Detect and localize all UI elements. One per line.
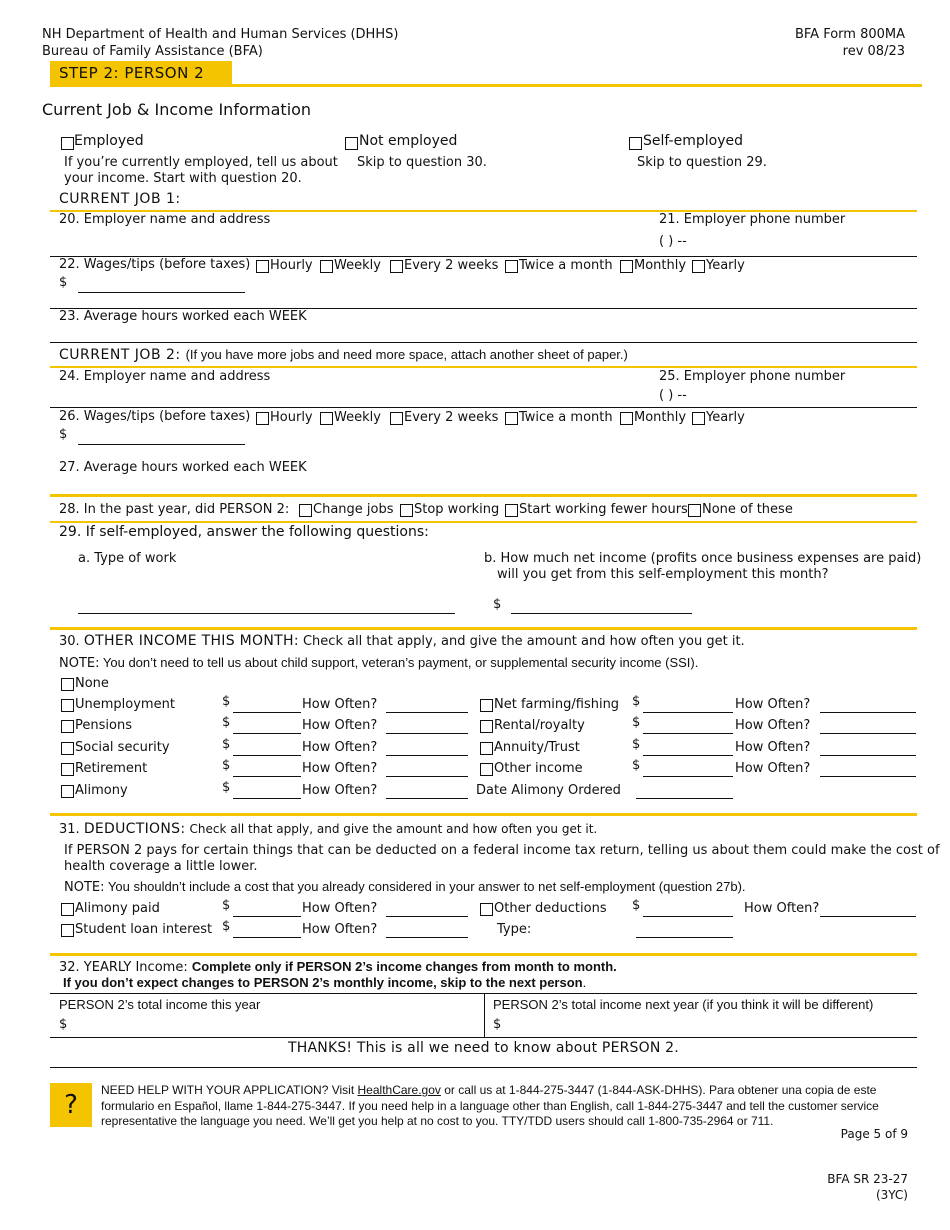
q30-alimony-label: Alimony: [75, 783, 128, 798]
form-revision: rev 08/23: [842, 44, 905, 59]
bureau-name: Bureau of Family Assistance (BFA): [42, 44, 263, 59]
form-number: BFA Form 800MA: [794, 27, 905, 42]
q30-unemployment-frequency[interactable]: [386, 712, 468, 713]
q23-label: 23. Average hours worked each WEEK: [59, 309, 307, 324]
q26-every2weeks-label: Every 2 weeks: [404, 410, 499, 425]
q30-other-income-frequency[interactable]: [820, 776, 916, 777]
q28-stop-working-label: Stop working: [414, 502, 500, 517]
q30-note-text: You don’t need to tell us about child support, veteran’s payment, or supplemental security income (SSI).: [102, 655, 699, 670]
q31-type-input[interactable]: [636, 937, 733, 938]
not-employed-note: Skip to question 30.: [357, 155, 487, 170]
healthcare-gov-link[interactable]: HealthCare.gov: [357, 1083, 441, 1097]
q26-twicemonth-checkbox[interactable]: [505, 412, 518, 425]
q30-social-security-checkbox[interactable]: [61, 742, 74, 755]
job1-heading: CURRENT JOB 1:: [59, 191, 181, 207]
q22-dollar: $: [59, 275, 68, 290]
q32-line-2: [63, 975, 586, 990]
q22-yearly-checkbox[interactable]: [692, 260, 705, 273]
q26-dollar: $: [59, 427, 68, 442]
q30-social-security-amount[interactable]: [233, 755, 301, 756]
dollar-sign: $: [222, 694, 231, 709]
q30-other-income-amount[interactable]: [643, 776, 733, 777]
q30-social-security-label: Social security: [75, 740, 170, 755]
q30-annuity-amount[interactable]: [643, 755, 733, 756]
q22-monthly-checkbox[interactable]: [620, 260, 633, 273]
how-often-label: How Often?: [302, 718, 378, 733]
employed-note-2: your income. Start with question 20.: [64, 171, 302, 186]
q31-other-deductions-amount[interactable]: [643, 916, 733, 917]
q30-heading: [59, 633, 745, 649]
self-employed-label: Self-employed: [643, 133, 743, 149]
q30-rental-frequency[interactable]: [820, 733, 916, 734]
q22-monthly-label: Monthly: [634, 258, 687, 273]
self-employed-checkbox[interactable]: [629, 137, 642, 150]
q31-note-text: You shouldn’t include a cost that you already considered in your answer to net self-employment (question 27b).: [107, 879, 746, 894]
q32-rule: [50, 953, 917, 956]
q31-alimony-paid-frequency[interactable]: [386, 916, 468, 917]
divider: [50, 1067, 917, 1068]
q30-pensions-frequency[interactable]: [386, 733, 468, 734]
q31-paragraph-2: health coverage a little lower.: [64, 859, 258, 874]
q30-annuity-label: Annuity/Trust: [494, 740, 580, 755]
dollar-sign: $: [222, 919, 231, 934]
thanks-message: THANKS! This is all we need to know about PERSON 2.: [288, 1040, 679, 1056]
q31-paragraph: If PERSON 2 pays for certain things that can be deducted on a federal income tax return, telling us about them could make the cost of: [64, 843, 940, 858]
q31-note: [64, 879, 746, 895]
q30-rental-amount[interactable]: [643, 733, 733, 734]
q30-farming-frequency[interactable]: [820, 712, 916, 713]
dollar-sign: $: [632, 715, 641, 730]
header-rule: [50, 84, 922, 87]
q32-line-2-text: If you don’t expect changes to PERSON 2’s monthly income, skip to the next person: [63, 975, 583, 990]
dollar-sign: $: [222, 898, 231, 913]
q30-pensions-label: Pensions: [75, 718, 132, 733]
q30-rental-label: Rental/royalty: [494, 718, 585, 733]
dollar-sign: $: [222, 780, 231, 795]
q21-phone-field[interactable]: ( ) --: [659, 234, 687, 249]
q30-retirement-checkbox[interactable]: [61, 763, 74, 776]
q30-date-alimony-input[interactable]: [636, 798, 733, 799]
q25-label: 25. Employer phone number: [659, 369, 846, 384]
q31-rule: [50, 813, 917, 816]
q25-phone-field[interactable]: ( ) --: [659, 388, 687, 403]
help-icon: ?: [50, 1083, 92, 1127]
q29b-label: b. How much net income (profits once business expenses are paid): [484, 551, 922, 566]
q30-date-alimony-label: Date Alimony Ordered: [476, 783, 621, 798]
employed-label: Employed: [74, 133, 144, 149]
q21-label: 21. Employer phone number: [659, 212, 846, 227]
employed-note: If you’re currently employed, tell us about: [64, 155, 338, 170]
q26-weekly-label: Weekly: [334, 410, 381, 425]
q29b-dollar: $: [493, 597, 502, 612]
q22-yearly-label: Yearly: [706, 258, 745, 273]
footer-form-id: BFA SR 23-27: [827, 1172, 908, 1186]
dollar-sign: $: [632, 694, 641, 709]
q31-instructions: Check all that apply, and give the amount and how often you get it.: [189, 822, 598, 836]
page-number: Page 5 of 9: [840, 1127, 908, 1141]
q30-alimony-amount[interactable]: [233, 798, 301, 799]
step-banner: STEP 2: PERSON 2: [50, 61, 232, 85]
q31-number: 31.: [59, 822, 80, 837]
q26-wage-input[interactable]: [78, 444, 245, 445]
q30-rental-checkbox[interactable]: [480, 720, 493, 733]
q27-label: 27. Average hours worked each WEEK: [59, 460, 307, 475]
q28-stop-working-checkbox[interactable]: [400, 504, 413, 517]
q32-period: .: [582, 975, 587, 990]
not-employed-label: Not employed: [359, 133, 458, 149]
divider: [50, 407, 917, 408]
q26-weekly-checkbox[interactable]: [320, 412, 333, 425]
q28-label: 28. In the past year, did PERSON 2:: [59, 502, 290, 517]
q30-alimony-frequency[interactable]: [386, 798, 468, 799]
q31-student-loan-frequency[interactable]: [386, 937, 468, 938]
q30-annuity-frequency[interactable]: [820, 755, 916, 756]
q30-pensions-checkbox[interactable]: [61, 720, 74, 733]
q30-none-checkbox[interactable]: [61, 678, 74, 691]
how-often-label: How Often?: [302, 901, 378, 916]
q22-weekly-checkbox[interactable]: [320, 260, 333, 273]
q22-every2weeks-label: Every 2 weeks: [404, 258, 499, 273]
dollar-sign: $: [222, 758, 231, 773]
q29a-label: a. Type of work: [78, 551, 177, 566]
q30-farming-label: Net farming/fishing: [494, 697, 620, 712]
q32-table-divider: [484, 993, 485, 1037]
q30-other-income-checkbox[interactable]: [480, 763, 493, 776]
q30-alimony-checkbox[interactable]: [61, 785, 74, 798]
q30-rule: [50, 627, 917, 630]
q30-unemployment-label: Unemployment: [75, 697, 175, 712]
q29b-income-input[interactable]: [511, 613, 692, 614]
q26-label: 26. Wages/tips (before taxes): [59, 409, 251, 424]
help-text-pre: NEED HELP WITH YOUR APPLICATION? Visit: [101, 1083, 358, 1097]
q30-note: [59, 655, 698, 671]
q30-unemployment-amount[interactable]: [233, 712, 301, 713]
how-often-label: How Often?: [302, 740, 378, 755]
q28-change-jobs-checkbox[interactable]: [299, 504, 312, 517]
help-text: [101, 1083, 911, 1130]
q30-note-label: NOTE:: [59, 656, 100, 671]
employed-checkbox[interactable]: [61, 137, 74, 150]
q31-title: DEDUCTIONS:: [83, 821, 186, 837]
q30-unemployment-checkbox[interactable]: [61, 699, 74, 712]
q26-monthly-label: Monthly: [634, 410, 687, 425]
how-often-label: How Often?: [302, 922, 378, 937]
dollar-sign: $: [632, 898, 641, 913]
department-name: NH Department of Health and Human Services (DHHS): [42, 27, 399, 42]
section-title: Current Job & Income Information: [42, 100, 312, 119]
q22-twicemonth-label: Twice a month: [519, 258, 613, 273]
q26-hourly-checkbox[interactable]: [256, 412, 269, 425]
q31-student-loan-label: Student loan interest: [75, 922, 213, 937]
q22-hourly-label: Hourly: [270, 258, 313, 273]
dollar-sign: $: [222, 715, 231, 730]
job2-heading-note: (If you have more jobs and need more space, attach another sheet of paper.): [185, 347, 628, 362]
q31-other-deductions-frequency[interactable]: [820, 916, 916, 917]
q31-alimony-paid-label: Alimony paid: [75, 901, 160, 916]
how-often-label: How Often?: [735, 740, 811, 755]
q28-change-jobs-label: Change jobs: [313, 502, 394, 517]
q32-label: 32. YEARLY Income:: [59, 960, 188, 975]
q28-none-checkbox[interactable]: [688, 504, 701, 517]
not-employed-checkbox[interactable]: [345, 137, 358, 150]
job2-rule: [50, 366, 917, 368]
q29a-type-input[interactable]: [78, 613, 455, 614]
q29-rule: [50, 521, 917, 523]
q30-farming-amount[interactable]: [643, 712, 733, 713]
q30-other-income-label: Other income: [494, 761, 583, 776]
q32-this-year-label: PERSON 2’s total income this year: [59, 997, 261, 1012]
q26-yearly-label: Yearly: [706, 410, 745, 425]
q22-label: 22. Wages/tips (before taxes): [59, 257, 251, 272]
q30-instructions: Check all that apply, and give the amount and how often you get it.: [302, 634, 745, 649]
dollar-sign: $: [632, 737, 641, 752]
how-often-label: How Often?: [302, 783, 378, 798]
q30-retirement-frequency[interactable]: [386, 776, 468, 777]
self-employed-note: Skip to question 29.: [637, 155, 767, 170]
q30-farming-checkbox[interactable]: [480, 699, 493, 712]
q31-other-deductions-label: Other deductions: [494, 901, 607, 916]
q32-table-bottom: [50, 1037, 917, 1038]
job2-heading-text: CURRENT JOB 2:: [59, 347, 181, 363]
how-often-label: How Often?: [744, 901, 820, 916]
q32-next-year-label: PERSON 2’s total income next year (if you think it will be different): [493, 997, 874, 1012]
q26-twicemonth-label: Twice a month: [519, 410, 613, 425]
q31-heading: [59, 821, 597, 837]
q30-pensions-amount[interactable]: [233, 733, 301, 734]
how-often-label: How Often?: [735, 718, 811, 733]
q31-alimony-paid-checkbox[interactable]: [61, 903, 74, 916]
q30-number: 30.: [59, 634, 80, 649]
q30-retirement-amount[interactable]: [233, 776, 301, 777]
q30-title: OTHER INCOME THIS MONTH:: [83, 633, 299, 649]
how-often-label: How Often?: [302, 697, 378, 712]
q32-line-1: Complete only if PERSON 2’s income changes from month to month.: [191, 959, 617, 974]
q31-student-loan-amount[interactable]: [233, 937, 301, 938]
footer-code: (3YC): [875, 1188, 908, 1202]
dollar-sign: $: [222, 737, 231, 752]
q28-rule: [50, 494, 917, 497]
q26-yearly-checkbox[interactable]: [692, 412, 705, 425]
q32-this-year-input[interactable]: $: [59, 1017, 68, 1032]
divider: [50, 342, 917, 343]
dollar-sign: $: [632, 758, 641, 773]
q28-none-label: None of these: [702, 502, 793, 517]
q32-next-year-input[interactable]: $: [493, 1017, 502, 1032]
q28-fewer-hours-label: Start working fewer hours: [519, 502, 688, 517]
q31-type-label: Type:: [497, 922, 532, 937]
q26-monthly-checkbox[interactable]: [620, 412, 633, 425]
how-often-label: How Often?: [302, 761, 378, 776]
q31-alimony-paid-amount[interactable]: [233, 916, 301, 917]
q30-annuity-checkbox[interactable]: [480, 742, 493, 755]
q29b-label-2: will you get from this self-employment this month?: [497, 567, 829, 582]
q31-other-deductions-checkbox[interactable]: [480, 903, 493, 916]
q29-label: 29. If self-employed, answer the following questions:: [59, 524, 429, 540]
q30-none-label: None: [75, 676, 109, 691]
how-often-label: How Often?: [735, 697, 811, 712]
q26-every2weeks-checkbox[interactable]: [390, 412, 403, 425]
q22-every2weeks-checkbox[interactable]: [390, 260, 403, 273]
q30-social-security-frequency[interactable]: [386, 755, 468, 756]
q32-heading: [59, 959, 617, 975]
q31-student-loan-checkbox[interactable]: [61, 924, 74, 937]
how-often-label: How Often?: [735, 761, 811, 776]
q22-weekly-label: Weekly: [334, 258, 381, 273]
q26-hourly-label: Hourly: [270, 410, 313, 425]
q28-fewer-hours-checkbox[interactable]: [505, 504, 518, 517]
q20-label: 20. Employer name and address: [59, 212, 271, 227]
q22-hourly-checkbox[interactable]: [256, 260, 269, 273]
q30-retirement-label: Retirement: [75, 761, 148, 776]
help-text-post: or call us at 1-844-275-3447 (1-844-ASK-DHHS). Para obtener una copia de este formulario en Español, llame 1-844-275-3447. If you need help in a language other than English, call 1-844-275-3447 and tell the customer service representative the language you need. We’ll get you help at no cost to you. TTY/TDD users should call 1-800-735-2964 or 711.: [101, 1083, 879, 1128]
job2-heading: [59, 347, 628, 363]
q24-label: 24. Employer name and address: [59, 369, 271, 384]
q22-twicemonth-checkbox[interactable]: [505, 260, 518, 273]
q31-note-label: NOTE:: [64, 880, 105, 895]
q22-wage-input[interactable]: [78, 292, 245, 293]
